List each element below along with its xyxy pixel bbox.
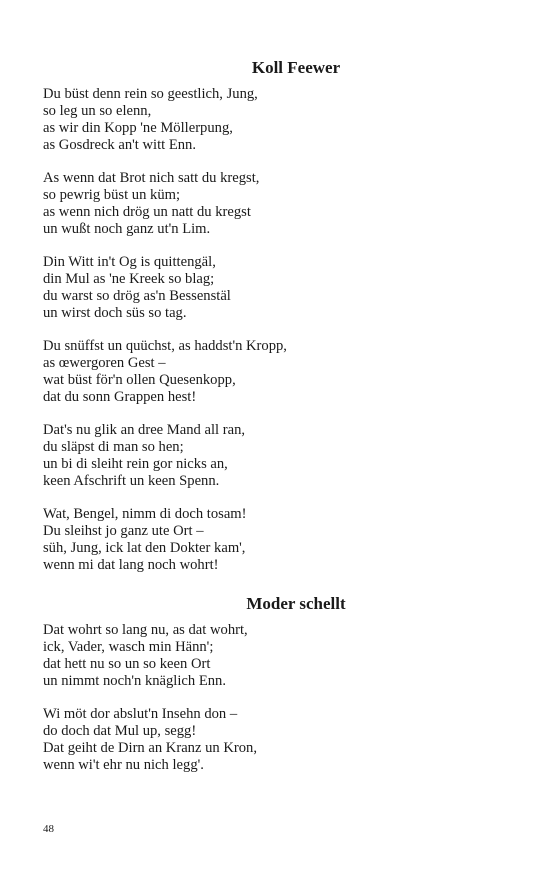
verse-line: un wirst doch süs so tag. — [43, 305, 187, 321]
poem — [43, 594, 513, 774]
verse-line: Du snüffst un quüchst, as haddst'n Kropp, — [43, 338, 287, 354]
verse-line: as wenn nich drög un natt du kregst — [43, 204, 251, 220]
verse-line: din Mul as 'ne Kreek so blag; — [43, 271, 215, 287]
page-content — [43, 58, 513, 774]
verse-line: wenn wi't ehr nu nich legg'. — [43, 757, 204, 773]
poem-title: Moder schellt — [246, 594, 346, 613]
verse-line: as Gosdreck an't witt Enn. — [43, 137, 196, 153]
stanza — [43, 86, 513, 154]
stanza — [43, 338, 513, 406]
verse-line: Dat's nu glik an dree Mand all ran, — [43, 422, 246, 438]
stanza — [43, 506, 513, 574]
verse-line: so leg un so elenn, — [43, 103, 152, 119]
verse-line: Din Witt in't Og is quittengäl, — [43, 254, 216, 270]
poem — [43, 58, 513, 574]
stanza — [43, 422, 513, 490]
poem-title: Koll Feewer — [251, 58, 341, 77]
verse-line: Dat geiht de Dirn an Kranz un Kron, — [43, 740, 257, 756]
verse-line: As wenn dat Brot nich satt du kregst, — [43, 170, 260, 186]
verse-line: Wat, Bengel, nimm di doch tosam! — [43, 506, 247, 522]
verse-line: Du büst denn rein so geestlich, Jung, — [43, 86, 258, 102]
verse-line: du warst so drög as'n Bessenstäl — [43, 288, 231, 304]
verse-line: dat du sonn Grappen hest! — [43, 389, 197, 405]
verse-line: Dat wohrt so lang nu, as dat wohrt, — [43, 622, 248, 638]
verse-line: süh, Jung, ick lat den Dokter kam', — [43, 540, 246, 556]
verse-line: do doch dat Mul up, segg! — [43, 723, 197, 739]
verse-line: dat hett nu so un so keen Ort — [43, 656, 211, 672]
verse-line: wat büst för'n ollen Quesenkopp, — [43, 372, 236, 388]
verse-line: wenn mi dat lang noch wohrt! — [43, 557, 219, 573]
verse-line: keen Afschrift un keen Spenn. — [43, 473, 220, 489]
stanza — [43, 706, 513, 774]
verse-line: du släpst di man so hen; — [43, 439, 184, 455]
verse-line: Wi möt dor abslut'n Insehn don – — [43, 706, 238, 722]
stanza — [43, 170, 513, 238]
verse-line: ick, Vader, wasch min Hänn'; — [43, 639, 214, 655]
verse-line: so pewrig büst un küm; — [43, 187, 181, 203]
verse-line: un nimmt noch'n knäglich Enn. — [43, 673, 226, 689]
stanza — [43, 622, 513, 690]
verse-line: as œwergoren Gest – — [43, 355, 166, 371]
verse-line: un wußt noch ganz ut'n Lim. — [43, 221, 211, 237]
verse-line: Du sleihst jo ganz ute Ort – — [43, 523, 204, 539]
verse-line: as wir din Kopp 'ne Möllerpung, — [43, 120, 233, 136]
stanza — [43, 254, 513, 322]
page-number: 48 — [43, 823, 54, 835]
verse-line: un bi di sleiht rein gor nicks an, — [43, 456, 228, 472]
